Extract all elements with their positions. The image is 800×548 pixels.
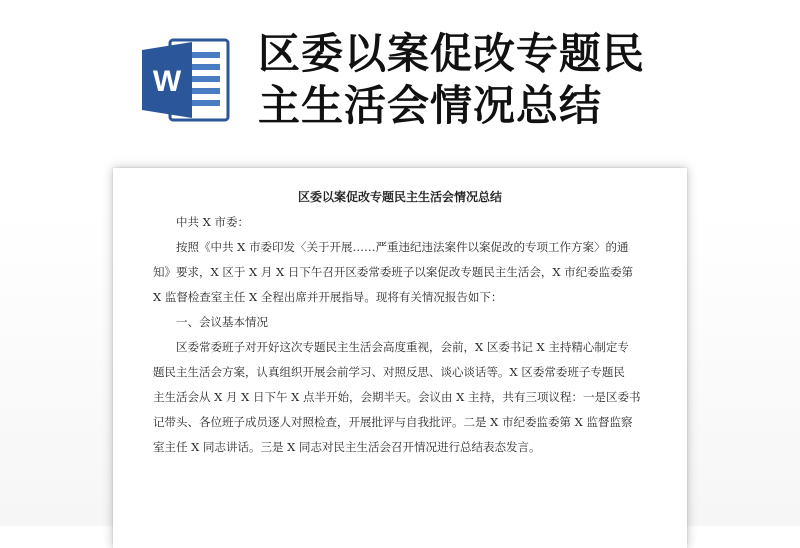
document-line: 题民主生活会方案，认真组织开展会前学习、对照反思、谈心谈话等。X 区委常委班子专题民: [153, 365, 625, 379]
word-icon-letter: W: [152, 65, 182, 98]
document-line: 中共 X 市委：: [176, 215, 249, 229]
document-line: 按照《中共 X 市委印发〈关于开展……严重违纪违法案件以案促改的专项工作方案〉的通: [176, 240, 629, 254]
banner-title-line2: 主生活会情况总结: [258, 81, 603, 130]
document-line: 知》要求，X 区于 X 月 X 日下午召开区委常委班子以案促改专题民主生活会，X 市纪委监委第: [153, 265, 634, 279]
document-page: [113, 168, 687, 548]
word-icon: [140, 36, 230, 124]
document-title: 区委以案促改专题民主生活会情况总结: [297, 190, 502, 204]
document-line: 区委常委班子对开好这次专题民主生活会高度重视，会前，X 区委书记 X 主持精心制定专: [176, 340, 629, 354]
banner-title: [258, 28, 778, 132]
document-line: 一、会议基本情况: [176, 315, 268, 329]
document-line: 室主任 X 同志讲话。三是 X 同志对民主生活会召开情况进行总结表态发言。: [153, 440, 541, 454]
banner-title-line1: 区委以案促改专题民: [258, 29, 646, 78]
document-line: 记带头、各位班子成员逐人对照检查，开展批评与自我批评。二是 X 市纪委监委第 X 监督监察: [153, 415, 633, 429]
document-line: 主生活会从 X 月 X 日下午 X 点半开始，会期半天。会议由 X 主持，共有三项议程：一是区委书: [153, 390, 641, 404]
banner: [0, 0, 800, 160]
document-body: [153, 210, 653, 460]
document-line: X 监督检查室主任 X 全程出席并开展指导。现将有关情况报告如下：: [153, 290, 503, 304]
